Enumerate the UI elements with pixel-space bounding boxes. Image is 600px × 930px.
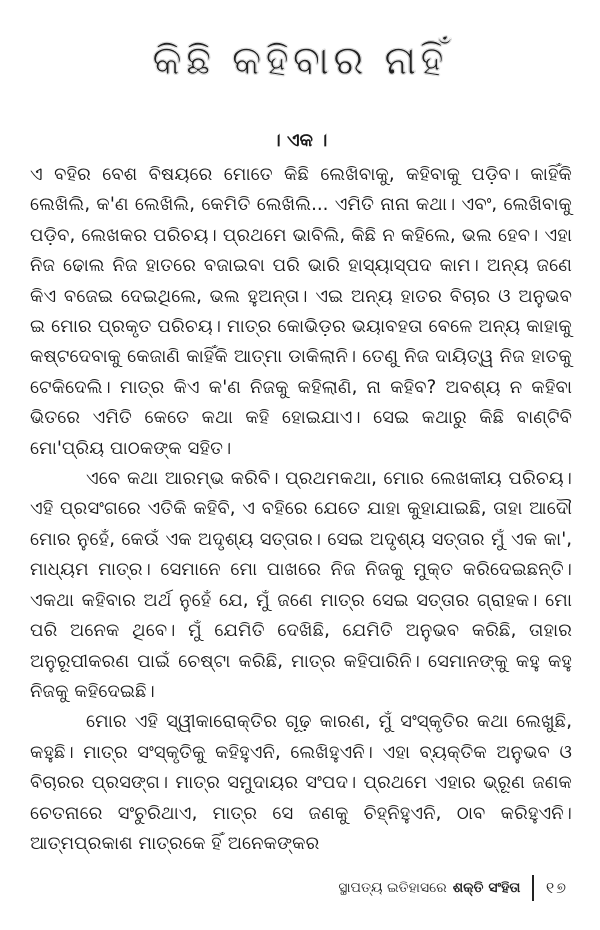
paragraph-2: ଏବେ କଥା ଆରମ୍ଭ କରିବି। ପ୍ରଥମକଥା, ମୋର ଲେଖକୀୟ ପରିଚୟ। ଏହି ପ୍ରସଂଗରେ ଏତିକି କହିବି, ଏ ବହିରେ ଯେତେ ଯାହା କୁହାଯାଇଛି, ତାହା ଆଦୌ ମୋର ନୁହେଁ, କେଉଁ ଏକ ଅଦୃଶ୍ୟ ସତ୍ତାର। ସେଇ ଅଦୃଶ୍ୟ ସତ୍ତାର ମୁଁ ଏକ କା', ମାଧ୍ୟମ ମାତ୍ର। ସେମାନେ ମୋ ପାଖରେ ନିଜ ନିଜକୁ ମୁକ୍ତ କରିଦେଇଛନ୍ତି। ଏକଥା କହିବାର ଅର୍ଥ ନୁହେଁ ଯେ, ମୁଁ ଜଣେ ମାତ୍ର ସେଇ ସତ୍ତାର ଗ୍ରାହକ। ମୋ ପରି ଅନେକ ଥିବେ। ମୁଁ ଯେମିତି ଦେଖିଛି, ଯେମିତି ଅନୁଭବ କରିଛି, ତାହାର ଅନୁରୂପୀକରଣ ପାଇଁ ଚେଷ୍ଟା କରିଛି, ମାତ୍ର କହିପାରିନି। ସେମାନଙ୍କୁ କହୁ କହୁ ନିଜକୁ କହିଦେଇଛି। (30, 468, 572, 702)
page-number: ୧୭ (545, 878, 568, 897)
chapter-title: କିଛି କହିବାର ନାହିଁ (152, 38, 448, 84)
book-title-bold: ଶକ୍ତି ସଂହିତା (452, 880, 521, 896)
footer-divider (532, 875, 534, 901)
paragraph-1: ଏ ବହିର ବେଶ ବିଷୟରେ ମୋତେ କିଛି ଲେଖିବାକୁ, କହିବାକୁ ପଡ଼ିବ। କାହିଁକି ଲେଖିଲି, କ'ଣ ଲେଖିଲି, କେମିତି ଲେଖିଲି... ଏମିତି ନାନା କଥା। ଏବଂ, ଲେଖିବାକୁ ପଡ଼ିବ, ଲେଖକର ପରିଚୟ। ପ୍ରଥମେ ଭାବିଲି, କିଛି ନ କହିଲେ, ଭଲ ହେବ। ଏହା ନିଜ ଢୋଲ ନିଜ ହାତରେ ବଜାଇବା ପରି ଭାରି ହାସ୍ୟାସ୍ପଦ କାମ। ଅନ୍ୟ ଜଣେ କିଏ ବଜେଇ ଦେଇଥିଲେ, ଭଲ ହୁଅନ୍ତା। ଏଇ ଅନ୍ୟ ହାତର ବିଚାର ଓ ଅନୁଭବ ଇ ମୋର ପ୍ରକୃତ ପରିଚୟ। ମାତ୍ର କୋଭିଡ଼ର ଭୟାବହତା ବେଳେ ଅନ୍ୟ କାହାକୁ କଷ୍ଟଦେବାକୁ କେଜାଣି କାହିଁକି ଆତ୍ମା ଡାକିଲାନି। ତେଣୁ ନିଜ ଦାୟିତ୍ୱ ନିଜ ହାତକୁ ଟେକିଦେଲି। ମାତ୍ର କିଏ କ'ଣ ନିଜକୁ କହିଲାଣି, ନା କହିବ? ଅବଶ୍ୟ ନ କହିବା ଭିତରେ ଏମିତି କେତେ କଥା କହି ହୋଇଯାଏ। ସେଇ କଥାରୁ କିଛି ବାଣ୍ଟିବି ମୋ'ପ୍ରିୟ ପାଠକଙ୍କ ସହିତ। (30, 164, 572, 459)
book-title-prefix: ସ୍ଥାପତ୍ୟ ଇତିହାସରେ (338, 880, 447, 896)
body-text (30, 160, 572, 859)
section-heading: । ଏକ । (272, 130, 328, 151)
paragraph-3: ମୋର ଏହି ସ୍ୱୀକାରୋକ୍ତିର ଗୂଢ଼ କାରଣ, ମୁଁ ସଂସ୍କୃତିର କଥା ଲେଖୁଛି, କହୁଛି। ମାତ୍ର ସଂସ୍କୃତିକୁ କହିହୁଏନି, ଲେଖିହୁଏନି। ଏହା ବ୍ୟକ୍ତିକ ଅନୁଭବ ଓ ବିଚାରର ପ୍ରସଙ୍ଗ। ମାତ୍ର ସମୁଦାୟର ସଂପଦ। ପ୍ରଥମେ ଏହାର ଭ୍ରୂଣ ଜଣକ ଚେତନାରେ ସଂଚୁରିଥାଏ, ମାତ୍ର ସେ ଜଣକୁ ଚିହ୍ନିହୁଏନି, ଠାବ କରିହୁଏନି। ଆତ୍ମପ୍ରକାଶ ମାତ୍ରକେ ହିଁ ଅନେକଙ୍କର (30, 711, 572, 854)
page-footer (338, 875, 568, 901)
